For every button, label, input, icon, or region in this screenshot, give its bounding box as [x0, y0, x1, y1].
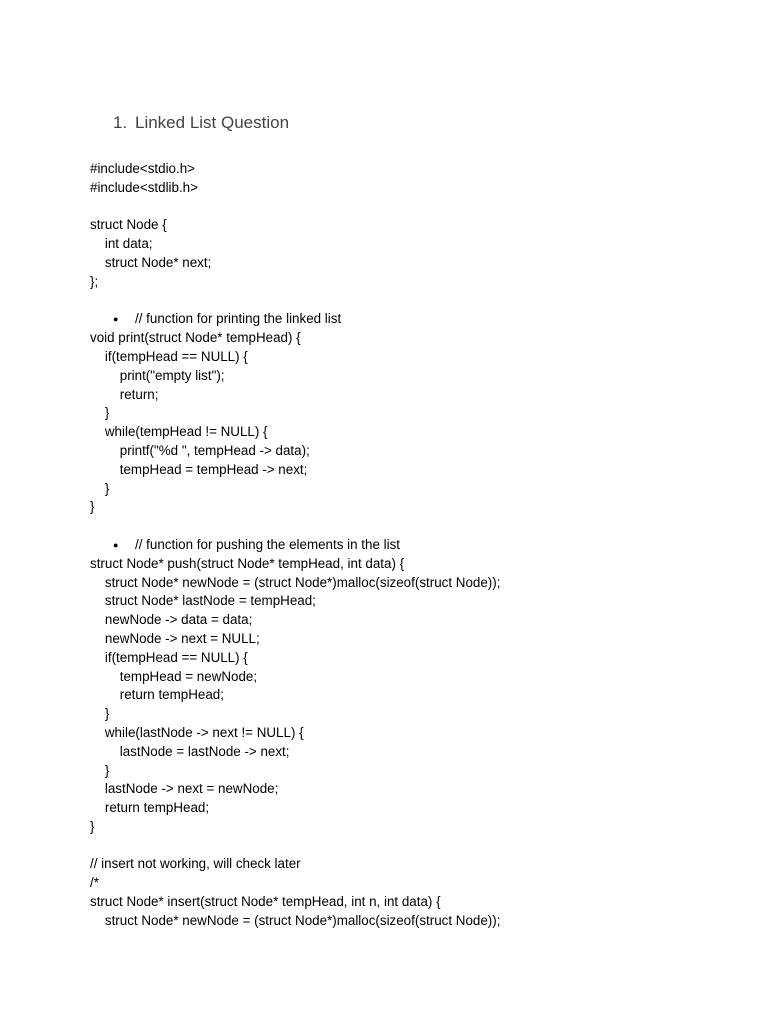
code-line-text: while(lastNode -> next != NULL) {: [90, 724, 304, 740]
code-line-text: newNode -> next = NULL;: [90, 630, 260, 646]
code-line-text: }: [90, 818, 95, 834]
code-line-text: struct Node* push(struct Node* tempHead, int data) {: [90, 555, 405, 571]
code-line-text: };: [90, 273, 99, 289]
code-line-text: #include<stdlib.h>: [90, 179, 198, 195]
code-line-text: lastNode -> next = newNode;: [90, 781, 279, 797]
code-line-text: }: [90, 762, 110, 778]
code-line: [90, 799, 500, 818]
code-line-text: print("empty list");: [90, 367, 225, 383]
heading-number: 1.: [113, 113, 128, 132]
code-line: [90, 724, 500, 743]
code-line-text: void print(struct Node* tempHead) {: [90, 330, 301, 346]
code-block: [90, 160, 500, 931]
code-line: [90, 254, 500, 273]
code-line: [90, 912, 500, 931]
code-line: [90, 292, 500, 311]
code-line: [90, 442, 500, 461]
code-line: [90, 555, 500, 574]
code-line: [90, 668, 500, 687]
code-line: [90, 855, 500, 874]
code-line-text: return tempHead;: [90, 800, 210, 816]
heading-text: Linked List Question: [135, 113, 290, 132]
code-line: [90, 329, 500, 348]
code-line-text: }: [90, 499, 95, 515]
code-line-text: // function for pushing the elements in the list: [135, 536, 400, 552]
bullet-dot-icon: ●: [113, 539, 119, 550]
code-line: [90, 235, 500, 254]
code-line: [90, 611, 500, 630]
bullet-dot-icon: ●: [113, 314, 119, 325]
code-line-text: tempHead = tempHead -> next;: [90, 461, 308, 477]
code-line-text: newNode -> data = data;: [90, 612, 253, 628]
code-line: [90, 480, 500, 499]
code-line-text: struct Node* next;: [90, 254, 212, 270]
code-line: [90, 404, 500, 423]
code-line-text: if(tempHead == NULL) {: [90, 649, 248, 665]
code-line: [90, 517, 500, 536]
code-line: [90, 649, 500, 668]
code-line: [90, 498, 500, 517]
code-line-text: if(tempHead == NULL) {: [90, 348, 248, 364]
code-line: [90, 574, 500, 593]
code-line: [90, 686, 500, 705]
code-line: [90, 743, 500, 762]
bullet-comment-line: [90, 536, 500, 555]
code-line-text: }: [90, 480, 110, 496]
code-line: [90, 160, 500, 179]
code-line-text: while(tempHead != NULL) {: [90, 424, 268, 440]
code-line: [90, 780, 500, 799]
code-line-text: struct Node* newNode = (struct Node*)malloc(sizeof(struct Node));: [90, 574, 501, 590]
code-line-text: struct Node {: [90, 217, 167, 233]
code-line: [90, 837, 500, 856]
code-line: [90, 630, 500, 649]
code-line-text: tempHead = newNode;: [90, 668, 258, 684]
code-line-text: int data;: [90, 236, 153, 252]
code-line: [90, 273, 500, 292]
code-line: [90, 386, 500, 405]
code-line: [90, 762, 500, 781]
code-line-text: #include<stdio.h>: [90, 161, 195, 176]
code-line-text: lastNode = lastNode -> next;: [90, 743, 290, 759]
code-line-text: }: [90, 706, 110, 722]
code-line-text: }: [90, 405, 110, 421]
code-line: [90, 705, 500, 724]
code-line: [90, 367, 500, 386]
code-line: [90, 348, 500, 367]
code-line-text: /*: [90, 875, 99, 891]
code-line-text: struct Node* insert(struct Node* tempHead, int n, int data) {: [90, 894, 441, 910]
section-heading: [113, 113, 289, 133]
code-line: [90, 461, 500, 480]
code-line: [90, 592, 500, 611]
code-line: [90, 818, 500, 837]
bullet-comment-line: [90, 310, 500, 329]
code-line-text: return tempHead;: [90, 687, 224, 703]
code-line: [90, 893, 500, 912]
code-line: [90, 198, 500, 217]
code-line: [90, 874, 500, 893]
code-line: [90, 423, 500, 442]
code-line: [90, 216, 500, 235]
code-line-text: // function for printing the linked list: [135, 311, 342, 327]
code-line-text: // insert not working, will check later: [90, 856, 301, 872]
code-line: [90, 179, 500, 198]
code-line-text: struct Node* lastNode = tempHead;: [90, 593, 316, 609]
code-line-text: struct Node* newNode = (struct Node*)malloc(sizeof(struct Node));: [90, 912, 501, 928]
code-line-text: return;: [90, 386, 159, 402]
code-line-text: printf("%d ", tempHead -> data);: [90, 442, 310, 458]
